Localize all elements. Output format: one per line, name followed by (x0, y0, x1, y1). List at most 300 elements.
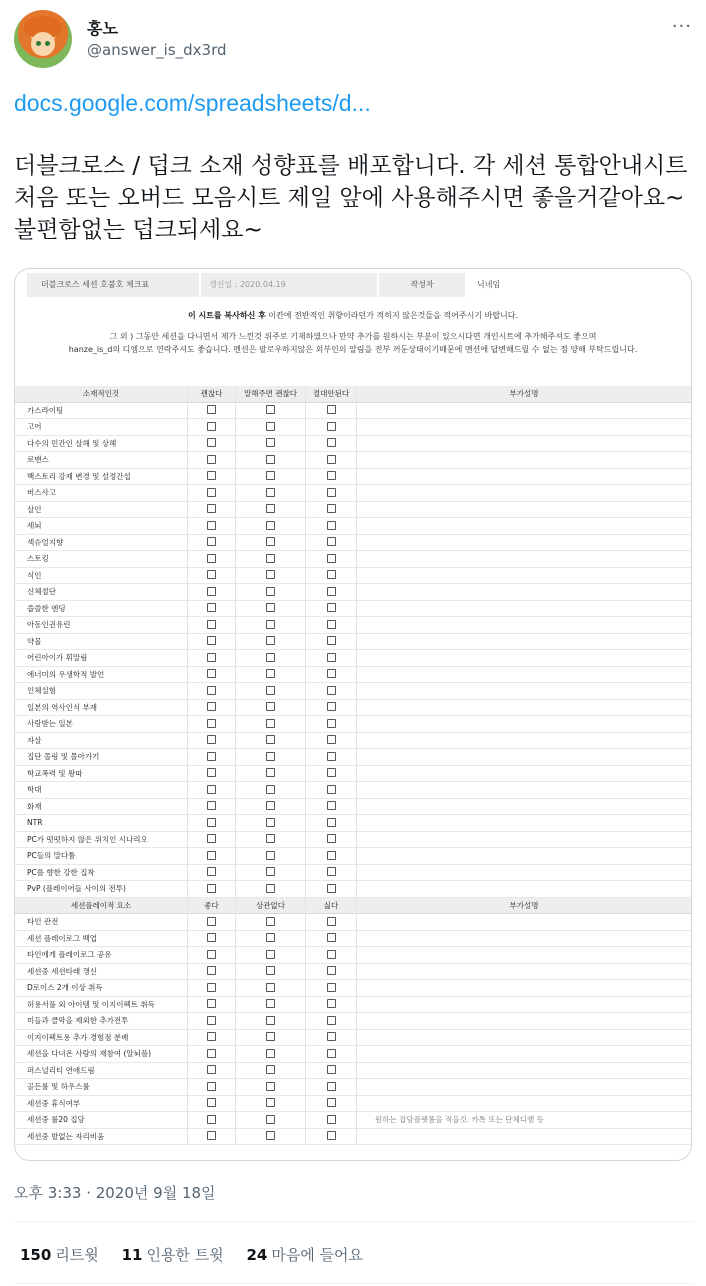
checkbox-cell (187, 1013, 235, 1030)
checkbox[interactable] (327, 653, 336, 662)
checkbox[interactable] (207, 1065, 216, 1074)
checkbox-cell (187, 601, 235, 618)
table-row (15, 419, 691, 436)
row-note[interactable] (357, 782, 691, 799)
checkbox[interactable] (207, 1098, 216, 1107)
row-label: 백스토리 강제 변경 및 설정간섭 (27, 471, 131, 481)
checkbox-cell (305, 881, 357, 898)
checkbox-cell (305, 469, 357, 486)
row-note[interactable] (357, 980, 691, 997)
row-note[interactable] (357, 469, 691, 486)
table-row (15, 436, 691, 453)
checkbox-cell (187, 815, 235, 832)
checkbox[interactable] (207, 1016, 216, 1025)
checkbox[interactable] (327, 785, 336, 794)
checkbox[interactable] (327, 504, 336, 513)
checkbox[interactable] (327, 1115, 336, 1124)
checkbox[interactable] (207, 702, 216, 711)
checkbox[interactable] (266, 834, 275, 843)
checkbox[interactable] (266, 653, 275, 662)
table-row (15, 535, 691, 552)
checkbox-cell (305, 716, 357, 733)
checkbox[interactable] (207, 669, 216, 678)
checkbox[interactable] (207, 587, 216, 596)
checkbox[interactable] (207, 735, 216, 744)
row-label: 세션중 발없는 자리비움 (27, 1131, 105, 1141)
checkbox[interactable] (266, 636, 275, 645)
checkbox[interactable] (207, 851, 216, 860)
checkbox[interactable] (266, 620, 275, 629)
table-row (15, 931, 691, 948)
checkbox[interactable] (207, 884, 216, 893)
checkbox-cell (235, 518, 305, 535)
checkbox[interactable] (266, 521, 275, 530)
checkbox[interactable] (327, 999, 336, 1008)
table-row (15, 1013, 691, 1030)
checkbox[interactable] (207, 504, 216, 513)
checkbox[interactable] (327, 455, 336, 464)
checkbox[interactable] (207, 818, 216, 827)
row-label: 약물 (27, 636, 42, 646)
checkbox[interactable] (266, 1032, 275, 1041)
author-handle[interactable]: @answer_is_dx3rd (87, 41, 227, 59)
checkbox-cell (235, 1079, 305, 1096)
row-note[interactable] (357, 997, 691, 1014)
checkbox-cell (235, 683, 305, 700)
checkbox[interactable] (266, 933, 275, 942)
row-label: NTR (27, 818, 43, 827)
checkbox[interactable] (327, 405, 336, 414)
checkbox[interactable] (327, 983, 336, 992)
row-note[interactable] (357, 700, 691, 717)
checkbox[interactable] (327, 1098, 336, 1107)
checkbox-cell (187, 469, 235, 486)
checkbox[interactable] (266, 488, 275, 497)
checkbox[interactable] (266, 851, 275, 860)
checkbox[interactable] (327, 867, 336, 876)
row-note[interactable] (357, 1013, 691, 1030)
checkbox[interactable] (207, 983, 216, 992)
row-note[interactable] (357, 584, 691, 601)
checkbox[interactable] (266, 719, 275, 728)
checkbox-cell (305, 1030, 357, 1047)
checkbox[interactable] (327, 587, 336, 596)
checkbox-cell (235, 799, 305, 816)
checkbox[interactable] (327, 1032, 336, 1041)
checkbox-cell (187, 881, 235, 898)
row-label: PC를 향한 강한 집착 (27, 867, 95, 877)
checkbox-cell (187, 617, 235, 634)
checkbox[interactable] (207, 471, 216, 480)
row-label: PC들의 말다툼 (27, 851, 76, 860)
checkbox[interactable] (327, 752, 336, 761)
checkbox[interactable] (207, 603, 216, 612)
checkbox[interactable] (207, 966, 216, 975)
checkbox[interactable] (207, 768, 216, 777)
row-note[interactable] (357, 617, 691, 634)
checkbox-cell (187, 914, 235, 931)
checkbox-cell (187, 799, 235, 816)
checkbox[interactable] (266, 603, 275, 612)
checkbox[interactable] (327, 702, 336, 711)
tweet-link[interactable]: docs.google.com/spreadsheets/d... (14, 90, 371, 116)
checkbox[interactable] (207, 752, 216, 761)
row-note[interactable] (357, 419, 691, 436)
table-row (15, 485, 691, 502)
checkbox[interactable] (207, 719, 216, 728)
row-note[interactable] (357, 1079, 691, 1096)
checkbox-cell (235, 601, 305, 618)
row-note[interactable] (357, 452, 691, 469)
checkbox[interactable] (327, 801, 336, 810)
checkbox-cell (235, 667, 305, 684)
checkbox[interactable] (327, 554, 336, 563)
checkbox-cell (235, 716, 305, 733)
checkbox[interactable] (207, 1082, 216, 1091)
row-note[interactable] (357, 568, 691, 585)
table-row (15, 617, 691, 634)
checkbox[interactable] (207, 521, 216, 530)
row-note[interactable] (357, 947, 691, 964)
checkbox[interactable] (207, 405, 216, 414)
checkbox-cell (305, 997, 357, 1014)
checkbox[interactable] (327, 735, 336, 744)
checkbox[interactable] (266, 950, 275, 959)
checkbox[interactable] (327, 669, 336, 678)
checkbox[interactable] (327, 521, 336, 530)
likes-stat[interactable]: 24 마음에 들어요 (246, 1246, 364, 1264)
row-note[interactable] (357, 518, 691, 535)
table-row (15, 551, 691, 568)
row-label: 신체절단 (27, 587, 56, 596)
row-note[interactable] (357, 634, 691, 651)
row-label: PC가 떳떳하지 않은 위치인 시나리오 (27, 834, 148, 844)
table-row (15, 683, 691, 700)
checkbox-cell (235, 634, 305, 651)
checkbox-cell (187, 535, 235, 552)
author-name[interactable]: 홍노 (87, 19, 118, 38)
checkbox-cell (235, 419, 305, 436)
checkbox[interactable] (207, 554, 216, 563)
checkbox-cell (235, 1013, 305, 1030)
checkbox[interactable] (207, 950, 216, 959)
checkbox[interactable] (266, 686, 275, 695)
checkbox-cell (235, 584, 305, 601)
table-row (15, 568, 691, 585)
checkbox[interactable] (327, 834, 336, 843)
checkbox[interactable] (327, 884, 336, 893)
quotes-stat[interactable]: 11 인용한 트윗 (121, 1246, 224, 1264)
checkbox-cell (235, 865, 305, 882)
checkbox[interactable] (207, 636, 216, 645)
row-label: 로맨스 (27, 455, 49, 464)
row-note[interactable] (357, 1046, 691, 1063)
checkbox[interactable] (327, 966, 336, 975)
checkbox-cell (187, 980, 235, 997)
checkbox[interactable] (266, 917, 275, 926)
checkbox-cell (235, 766, 305, 783)
checkbox[interactable] (266, 785, 275, 794)
checkbox[interactable] (327, 1065, 336, 1074)
checkbox-cell (305, 947, 357, 964)
checkbox[interactable] (266, 1082, 275, 1091)
table-row (15, 815, 691, 832)
row-label: 인체실험 (27, 686, 56, 695)
checkbox[interactable] (207, 455, 216, 464)
checkbox[interactable] (327, 537, 336, 546)
checkbox-cell (305, 848, 357, 865)
checkbox[interactable] (207, 1115, 216, 1124)
checkbox[interactable] (266, 438, 275, 447)
checkbox-cell (305, 568, 357, 585)
checkbox-cell (305, 700, 357, 717)
checkbox-cell (187, 667, 235, 684)
checkbox-cell (305, 683, 357, 700)
table-row (15, 502, 691, 519)
row-note[interactable] (357, 502, 691, 519)
checkbox-cell (235, 914, 305, 931)
row-note[interactable] (357, 832, 691, 849)
avatar-eye (36, 41, 41, 46)
checkbox[interactable] (327, 636, 336, 645)
checkbox-cell (305, 436, 357, 453)
checkbox[interactable] (327, 1131, 336, 1140)
checkbox[interactable] (266, 570, 275, 579)
checkbox[interactable] (207, 686, 216, 695)
checkbox[interactable] (266, 966, 275, 975)
checkbox-cell (305, 535, 357, 552)
checkbox-cell (187, 997, 235, 1014)
checkbox-cell (235, 881, 305, 898)
checkbox[interactable] (207, 1049, 216, 1058)
checkbox-cell (187, 1112, 235, 1129)
table-row (15, 584, 691, 601)
row-note[interactable] (357, 865, 691, 882)
row-note[interactable] (357, 667, 691, 684)
row-label: 다수의 민간인 살해 및 상해 (27, 438, 117, 448)
row-note[interactable] (357, 766, 691, 783)
checkbox[interactable] (207, 933, 216, 942)
checkbox-cell (235, 931, 305, 948)
checkbox-cell (305, 964, 357, 981)
row-note[interactable] (357, 535, 691, 552)
checkbox[interactable] (207, 438, 216, 447)
checkbox[interactable] (327, 686, 336, 695)
checkbox[interactable] (207, 570, 216, 579)
checkbox[interactable] (266, 422, 275, 431)
checkbox[interactable] (327, 933, 336, 942)
checkbox-cell (305, 634, 357, 651)
more-icon[interactable]: ··· (671, 16, 692, 37)
checkbox[interactable] (266, 471, 275, 480)
checkbox-cell (187, 419, 235, 436)
checkbox[interactable] (327, 1016, 336, 1025)
table-row (15, 518, 691, 535)
checkbox-cell (187, 700, 235, 717)
checkbox-cell (187, 733, 235, 750)
checkbox-cell (187, 1096, 235, 1113)
checkbox-cell (305, 931, 357, 948)
checkbox[interactable] (266, 1131, 275, 1140)
checkbox[interactable] (266, 554, 275, 563)
checkbox[interactable] (327, 438, 336, 447)
checkbox[interactable] (327, 851, 336, 860)
table-row (15, 733, 691, 750)
row-label: 일본의 역사인식 부재 (27, 702, 97, 712)
checkbox[interactable] (327, 719, 336, 728)
row-note[interactable] (357, 436, 691, 453)
avatar[interactable] (14, 10, 72, 68)
checkbox[interactable] (266, 504, 275, 513)
checkbox[interactable] (327, 620, 336, 629)
checkbox[interactable] (266, 1098, 275, 1107)
checkbox[interactable] (207, 620, 216, 629)
table-row (15, 601, 691, 618)
checkbox[interactable] (266, 867, 275, 876)
checkbox[interactable] (207, 917, 216, 926)
table-header-row (15, 386, 691, 403)
checkbox[interactable] (327, 603, 336, 612)
checkbox[interactable] (266, 768, 275, 777)
tweet-media-image[interactable] (14, 268, 692, 1161)
row-note[interactable] (357, 749, 691, 766)
checkbox-cell (235, 568, 305, 585)
row-note[interactable] (357, 683, 691, 700)
checkbox[interactable] (207, 488, 216, 497)
checkbox-cell (187, 716, 235, 733)
table-row (15, 749, 691, 766)
checkbox[interactable] (327, 950, 336, 959)
checkbox[interactable] (207, 422, 216, 431)
checkbox[interactable] (266, 702, 275, 711)
row-label: 사랑받는 일본 (27, 719, 73, 728)
row-note[interactable] (357, 403, 691, 420)
checkbox[interactable] (207, 999, 216, 1008)
checkbox-cell (235, 733, 305, 750)
checkbox-cell (305, 733, 357, 750)
checkbox[interactable] (207, 1131, 216, 1140)
checkbox[interactable] (207, 834, 216, 843)
checkbox[interactable] (266, 801, 275, 810)
checkbox[interactable] (327, 1049, 336, 1058)
checkbox[interactable] (266, 587, 275, 596)
row-note[interactable] (357, 1096, 691, 1113)
checkbox-cell (235, 964, 305, 981)
checkbox[interactable] (266, 1016, 275, 1025)
checkbox-cell (187, 551, 235, 568)
row-label: 퍼스널리티 연애드림 (27, 1065, 95, 1075)
checkbox[interactable] (266, 818, 275, 827)
checkbox[interactable] (327, 818, 336, 827)
table-row (15, 634, 691, 651)
row-note[interactable] (357, 650, 691, 667)
checkbox[interactable] (327, 768, 336, 777)
row-label: 에너미의 우생학적 발언 (27, 669, 105, 679)
row-note[interactable] (357, 914, 691, 931)
checkbox[interactable] (266, 752, 275, 761)
checkbox-cell (235, 436, 305, 453)
row-note[interactable] (357, 733, 691, 750)
row-note[interactable] (357, 485, 691, 502)
checkbox[interactable] (266, 884, 275, 893)
checkbox[interactable] (266, 405, 275, 414)
notice-rest: 이칸에 전반적인 취향이라던가 적히지 않은것들을 적어주시기 바랍니다. (265, 311, 519, 320)
row-label: 세뇌 (27, 521, 42, 530)
checkbox[interactable] (327, 422, 336, 431)
row-note[interactable] (357, 1063, 691, 1080)
checkbox[interactable] (207, 801, 216, 810)
checkbox-cell (305, 815, 357, 832)
table-row (15, 1129, 691, 1146)
column-header: 부가설명 (509, 389, 539, 398)
row-note[interactable] (357, 799, 691, 816)
checkbox[interactable] (207, 537, 216, 546)
row-note[interactable] (357, 964, 691, 981)
checkbox[interactable] (266, 455, 275, 464)
checkbox-cell (187, 436, 235, 453)
checkbox-cell (187, 1063, 235, 1080)
checkbox-cell (187, 1079, 235, 1096)
checkbox-cell (235, 1129, 305, 1146)
checkbox[interactable] (266, 669, 275, 678)
checkbox[interactable] (266, 1065, 275, 1074)
row-note[interactable] (357, 1030, 691, 1047)
row-note[interactable] (357, 815, 691, 832)
checkbox-cell (235, 535, 305, 552)
checkbox-cell (235, 700, 305, 717)
checkbox[interactable] (327, 1082, 336, 1091)
checkbox[interactable] (327, 488, 336, 497)
retweets-stat[interactable]: 150 리트윗 (20, 1246, 99, 1264)
checkbox[interactable] (207, 867, 216, 876)
row-note[interactable] (357, 1129, 691, 1146)
checkbox[interactable] (207, 785, 216, 794)
row-note[interactable] (357, 716, 691, 733)
row-note[interactable] (357, 931, 691, 948)
sheet-author-label: 작성자 (379, 273, 465, 297)
row-note[interactable] (357, 881, 691, 898)
row-label: 살인 (27, 504, 42, 514)
row-note[interactable] (357, 601, 691, 618)
row-label: 화재 (27, 801, 42, 811)
checkbox[interactable] (207, 653, 216, 662)
table-row (15, 782, 691, 799)
checkbox-cell (187, 1129, 235, 1146)
row-note[interactable] (357, 848, 691, 865)
tweet-timestamp[interactable]: 오후 3:33 · 2020년 9월 18일 (14, 1184, 216, 1202)
checkbox[interactable] (207, 1032, 216, 1041)
row-note[interactable] (357, 551, 691, 568)
tweet-stats (20, 1244, 381, 1265)
checkbox[interactable] (327, 471, 336, 480)
table-header-row (15, 898, 691, 915)
checkbox[interactable] (327, 570, 336, 579)
checkbox[interactable] (266, 1049, 275, 1058)
checkbox-cell (235, 1063, 305, 1080)
checkbox[interactable] (266, 735, 275, 744)
checkbox[interactable] (266, 1115, 275, 1124)
checkbox[interactable] (266, 983, 275, 992)
row-note[interactable]: 원하는 잡담플랫폼을 적을것. 카톡 또는 단체디엠 등 (375, 1115, 544, 1124)
checkbox-cell (305, 419, 357, 436)
checkbox[interactable] (327, 917, 336, 926)
checkbox[interactable] (266, 537, 275, 546)
checkbox[interactable] (266, 999, 275, 1008)
checkbox-cell (305, 980, 357, 997)
checkbox-cell (305, 865, 357, 882)
table-row (15, 766, 691, 783)
checkbox-cell (187, 848, 235, 865)
